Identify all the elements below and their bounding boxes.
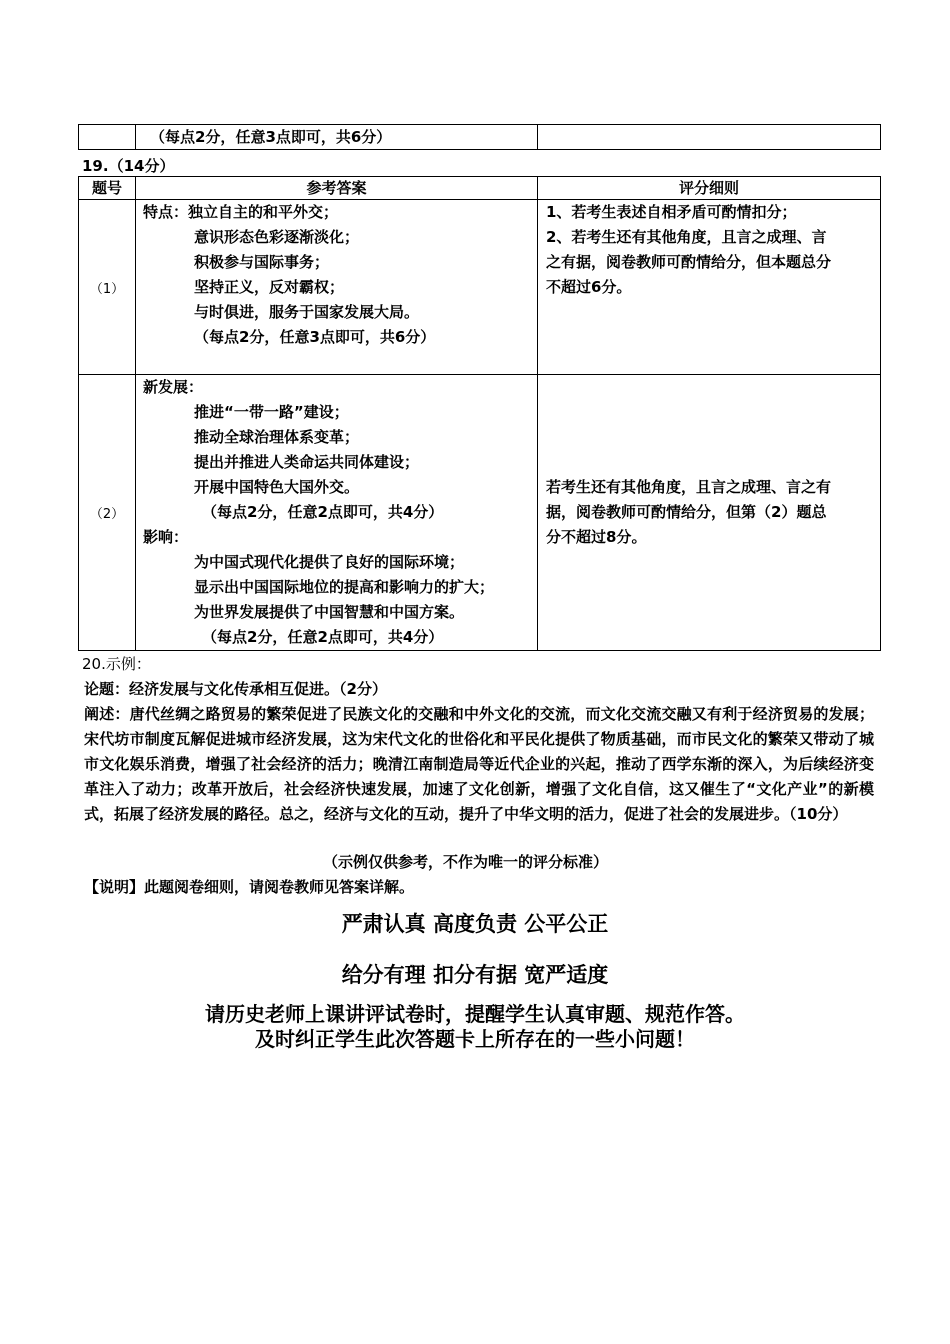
row1-answer-line: 意识形态色彩逐渐淡化； [194, 228, 360, 246]
row1-answer-line: 与时俱进，服务于国家发展大局。 [194, 303, 420, 321]
slogan-line-1: 严肃认真 高度负责 公平公正 [341, 912, 609, 936]
row1-answer-line: 特点：独立自主的和平外交； [143, 203, 339, 221]
row2-num [79, 375, 136, 651]
row2-answer-line: 推动全球治理体系变革； [194, 428, 360, 446]
row1-num-text: （1） [89, 281, 125, 297]
row2-answer-line: 为世界发展提供了中国智慧和中国方案。 [194, 603, 465, 621]
row1-rubric [538, 200, 881, 375]
row1-rubric-line: 2、若考生还有其他角度，且言之成理、言 [546, 228, 827, 246]
row2-answer [136, 375, 538, 651]
q19-table [78, 176, 881, 651]
q20-note: （示例仅供参考，不作为唯一的评分标准） [323, 853, 609, 871]
row2-rubric-line: 若考生还有其他角度，且言之成理、言之有 [546, 478, 832, 496]
row1-rubric-line: 不超过6分。 [546, 278, 632, 296]
row2-answer-line: （每点2分，任意2点即可，共4分） [202, 628, 444, 646]
row2-answer-line: 开展中国特色大国外交。 [194, 478, 360, 496]
row2-answer-line: 新发展： [143, 378, 204, 396]
row1-num [79, 200, 136, 375]
row2-answer-line: 推进“一带一路”建设； [194, 403, 349, 421]
q19-title: 19.（14分） [82, 157, 175, 175]
top-rubric-cell [538, 125, 881, 150]
header-answer: 参考答案 [136, 177, 538, 200]
row2-rubric-line: 分不超过8分。 [546, 528, 647, 546]
row1-answer-line: （每点2分，任意3点即可，共6分） [194, 328, 436, 346]
top-continuation-table [78, 124, 881, 150]
top-answer-cell [136, 125, 538, 150]
top-num-cell [79, 125, 136, 150]
row1-rubric-line: 1、若考生表述自相矛盾可酌情扣分； [546, 203, 797, 221]
q20-explanation: 【说明】此题阅卷细则，请阅卷教师见答案详解。 [84, 878, 415, 896]
row1-rubric-line: 之有据，阅卷教师可酌情给分，但本题总分 [546, 253, 832, 271]
row2-answer-line: 提出并推进人类命运共同体建设； [194, 453, 420, 471]
row1-answer [136, 200, 538, 375]
slogan-line-4: 及时纠正学生此次答题卡上所存在的一些小问题！ [255, 1027, 695, 1051]
row2-answer-line: 显示出中国国际地位的提高和影响力的扩大； [194, 578, 495, 596]
q20-thesis: 论题：经济发展与文化传承相互促进。（2分） [84, 680, 387, 698]
row2-rubric [538, 375, 881, 651]
q20-title: 20.示例： [82, 655, 151, 673]
row2-answer-line: 为中国式现代化提供了良好的国际环境； [194, 553, 465, 571]
slogan-line-2: 给分有理 扣分有据 宽严适度 [341, 963, 609, 987]
row2-answer-line: 影响： [143, 528, 189, 546]
q20-essay: 阐述：唐代丝绸之路贸易的繁荣促进了民族文化的交融和中外文化的交流，而文化交流交融又有利于经济贸易的发展；宋代坊市制度瓦解促进城市经济发展，这为宋代文化的世俗化和平民化提供了物质基础，而市民文化的繁荣又带动了城市文化娱乐消费，增强了社会经济的活力；晚清江南制造局等近代企业的兴起，推动了西学东渐的深入，为后续经济变革注入了动力；改革开放后，社会经济快速发展，加速了文化创新，增强了文化自信，这又催生了“文化产业”的新模式，拓展了经济发展的路径。总之，经济与文化的互动，提升了中华文明的活力，促进了社会的发展进步。（10分） [84, 705, 874, 823]
row1-answer-line: 坚持正义，反对霸权； [194, 278, 345, 296]
row2-rubric-line: 据，阅卷教师可酌情给分，但第（2）题总 [546, 503, 827, 521]
slogan-line-3: 请历史老师上课讲评试卷时，提醒学生认真审题、规范作答。 [205, 1002, 745, 1026]
row2-num-text: （2） [89, 507, 125, 522]
row1-answer-line: 积极参与国际事务； [194, 253, 330, 271]
header-rubric: 评分细则 [538, 177, 881, 200]
top-answer-text: （每点2分，任意3点即可，共6分） [150, 128, 392, 146]
header-num: 题号 [79, 177, 136, 200]
row2-answer-line: （每点2分，任意2点即可，共4分） [202, 503, 444, 521]
